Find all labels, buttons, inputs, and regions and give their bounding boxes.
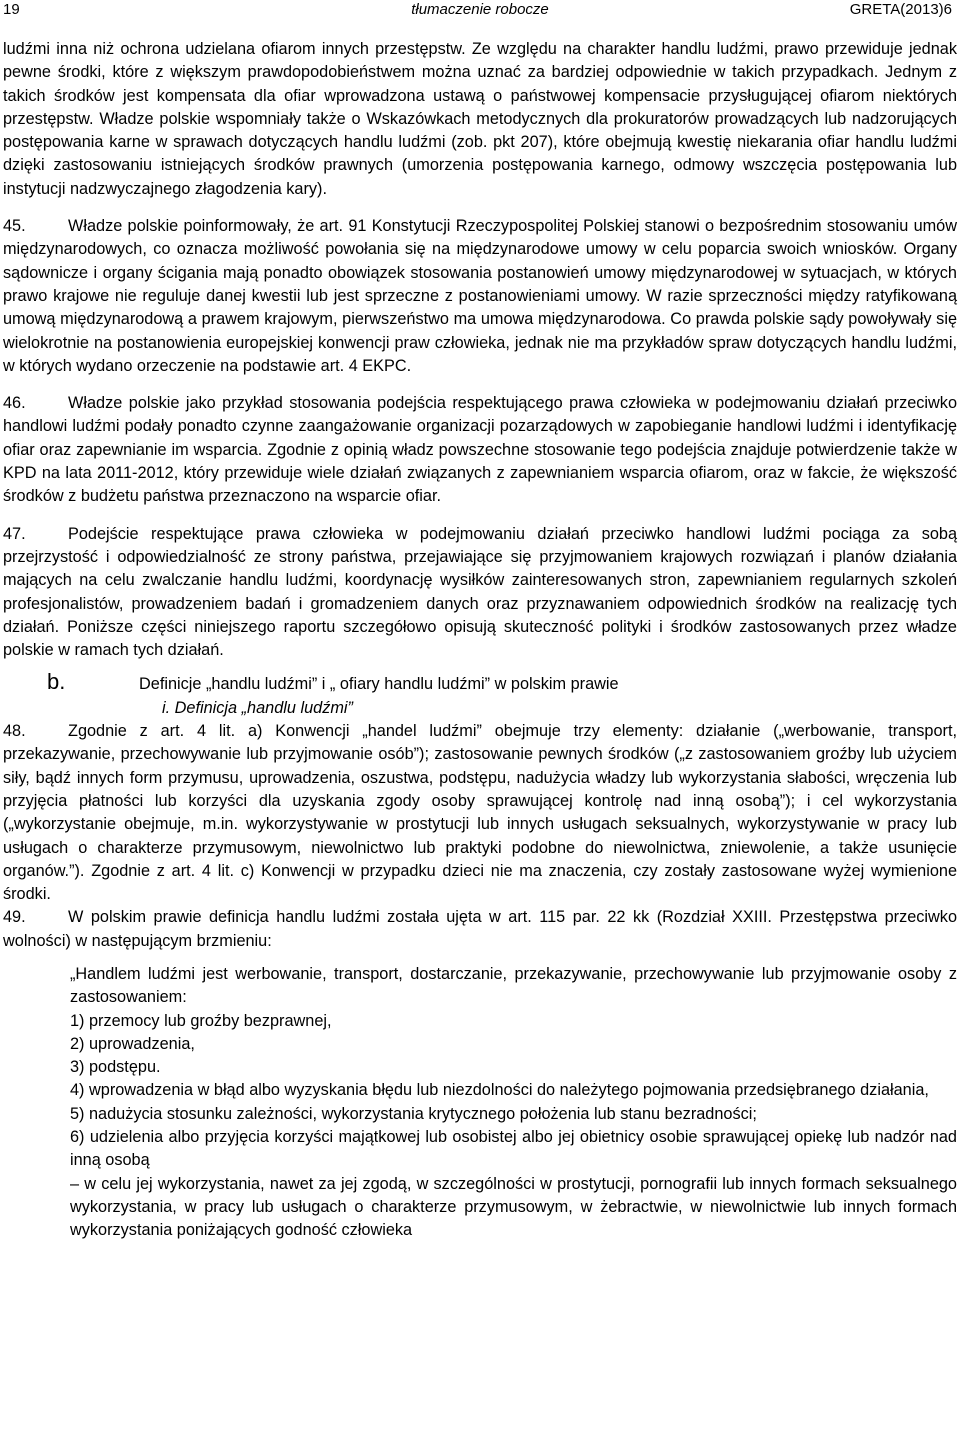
document-body (3, 38, 957, 1243)
quote-line: 1) przemocy lub groźby bezprawnej, (70, 1011, 332, 1030)
section-heading (3, 670, 957, 696)
paragraph-text: Władze polskie jako przykład stosowania podejścia respektującego prawa człowieka w podejmowaniu działań przeciwko handlowi ludźmi podały ponadto czynne zaangażowanie organizacji pozarządowych w zapobieganie handlowi ludźmi i identyfikację ofiar oraz zapewnianie im wsparcia. Zgodnie z opinią władz powszechne stosowanie tego podejścia znajduje potwierdzenie także w KPD na lata 2011-2012, który przewiduje wiele działań związanych z zapewnianiem wsparcia ofiarom, oraz w fakcie, że większość środków z budżetu państwa przeznaczono na wsparcie ofiar. (3, 394, 957, 506)
quote-line: 5) nadużycia stosunku zależności, wykorzystania krytycznego położenia lub stanu bezradności; (70, 1104, 757, 1123)
paragraph-48 (3, 720, 957, 906)
paragraph-text: Władze polskie poinformowały, że art. 91 Konstytucji Rzeczypospolitej Polskiej stanowi o bezpośrednim stosowaniu umów międzynarodowych, co oznacza możliwość powołania się na międzynarodowe umowy w celu poparcia swoich wniosków. Organy sądownicze i organy ścigania mają ponadto obowiązek stosowania postanowień umowy międzynarodowej w sytuacjach, w których prawo krajowe nie reguluje danej kwestii lub jest sprzeczne z postanowieniami umowy. W razie sprzeczności między ratyfikowaną umową międzynarodową a prawem krajowym, pierwszeństwo ma umowa międzynarodowa. Co prawda polskie sądy powoływały się wielokrotnie na postanowienia europejskiej konwencji praw człowieka, jednak nie ma przykładów spraw dotyczących handlu ludźmi, w których wydano orzeczenie na podstawie art. 4 EKPC. (3, 217, 957, 375)
document-reference: GRETA(2013)6 (849, 1, 952, 18)
paragraph-text: W polskim prawie definicja handlu ludźmi została ujęta w art. 115 par. 22 kk (Rozdział XXIII. Przestępstwa przeciwko wolności) w następującym brzmieniu: (3, 908, 957, 950)
quote-line: 2) uprowadzenia, (70, 1034, 195, 1053)
section-title: Definicje „handlu ludźmi” i „ ofiary handlu ludźmi” w polskim prawie (139, 675, 619, 694)
section-letter: b. (47, 669, 66, 695)
paragraph-text: Zgodnie z art. 4 lit. a) Konwencji „handel ludźmi” obejmuje trzy elementy: działanie („werbowanie, transport, przekazywanie, przechowywanie lub przyjmowanie osób”); zastosowanie pewnych środków („z zastosowaniem groźby lub użyciem siły, bądź innych form przymusu, uprowadzenia, oszustwa, podstępu, nadużycia władzy lub wykorzystania słabości, wręczenia lub przyjęcia płatności lub korzyści dla uzyskania zgody osoby sprawującej kontrolę nad inną osobą”); i cel wykorzystania („wykorzystanie obejmuje, m.in. wykorzystywanie w prostytucji lub innych usługach seksualnych, wykorzystywanie w pracy lub usługach o charakterze przymusowym, niewolnictwo lub praktyki podobne do niewolnictwa, zniewolenie, a także usunięcie organów.”). Zgodnie z art. 4 lit. c) Konwencji w przypadku dzieci nie ma znaczenia, czy zostały zastosowane wyżej wymienione środki. (3, 722, 957, 904)
paragraph-text: Podejście respektujące prawa człowieka w podejmowaniu działań przeciwko handlowi ludźmi pociąga za sobą przejrzystość i odpowiedzialność ze strony państwa, przejawiające się przyjmowaniem krajowych rozwiązań i planów działania mających na celu zwalczanie handlu ludźmi, koordynację wysiłków zainteresowanych stron, zapewnianiem regularnych szkoleń profesjonalistów, prowadzeniem badań i gromadzeniem danych oraz przyznawaniem odpowiednich środków na realizację tych działań. Poniższe części niniejszego raportu szczegółowo opisują skuteczność polityki i środków zastosowanych przez władze polskie w ramach tych działań. (3, 524, 957, 660)
quote-line: 6) udzielenia albo przyjęcia korzyści majątkowej lub osobistej albo jej obietnicy osobie sprawującej opiekę lub nadzór nad inną osobą (70, 1128, 957, 1170)
header-center-note: tłumaczenie robocze (411, 1, 549, 18)
paragraph-number: 47. (3, 524, 26, 543)
paragraph-number: 46. (3, 394, 26, 413)
page-header (0, 0, 960, 22)
quote-line: „Handlem ludźmi jest werbowanie, transport, dostarczanie, przekazywanie, przechowywanie lub przyjmowanie osoby z zastosowaniem: (70, 964, 957, 1007)
subsection-heading: i. Definicja „handlu ludźmi” (162, 698, 353, 717)
paragraph-47 (3, 523, 957, 663)
paragraph-intro: ludźmi inna niż ochrona udzielana ofiarom innych przestępstw. Ze względu na charakter handlu ludźmi, prawo przewiduje jednak pewne środki, które z większym prawdopodobieństwem można uznać za bardziej odpowiednie w takich przypadkach. Jednym z takich środków jest kompensata dla ofiar wprowadzona ustawą o państwowej kompensacie przysługującej ofiarom niektórych przestępstw. Władze polskie wspomniały także o Wskazówkach metodycznych dla prokuratorów prowadzących lub nadzorujących postępowania karne w sprawach dotyczących handlu ludźmi (zob. pkt 207), które obejmują kwestię niekarania ofiar handlu ludźmi dzięki zastosowaniu istniejących środków prawnych (umorzenia postępowania karnego, odmowy wszczęcia postępowania lub instytucji nadzwyczajnego złagodzenia kary). (3, 40, 957, 198)
paragraph-number: 49. (3, 908, 26, 927)
page-number: 19 (3, 1, 20, 18)
paragraph-46 (3, 392, 957, 508)
quote-line: 3) podstępu. (70, 1058, 161, 1077)
quote-line: 4) wprowadzenia w błąd albo wyzyskania błędu lub niezdolności do należytego pojmowania przedsiębranego działania, (70, 1081, 929, 1100)
paragraph-45 (3, 215, 957, 378)
paragraph-number: 45. (3, 217, 26, 236)
paragraph-49 (3, 906, 957, 953)
legal-quote (70, 963, 957, 1243)
paragraph-number: 48. (3, 722, 26, 741)
quote-line: – w celu jej wykorzystania, nawet za jej zgodą, w szczególności w prostytucji, pornografii lub innych formach seksualnego wykorzystania, w pracy lub usługach o charakterze przymusowym, w żebractwie, w niewolnictwie lub innych formach wykorzystania poniżających godność człowieka (70, 1174, 957, 1240)
